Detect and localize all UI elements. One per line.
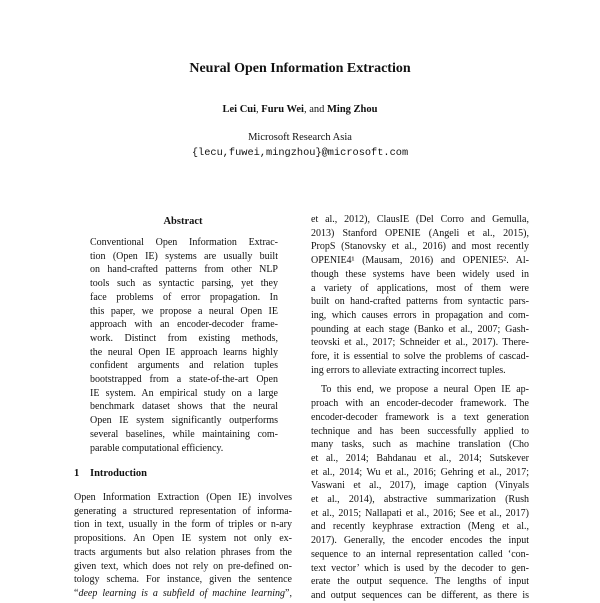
text-line: bootstrapped from a state-of-the-art Open <box>90 374 278 386</box>
text-line: pounding at each stage (Banko et al., 2007; Gash- <box>311 323 529 335</box>
text-line: confident arguments and relation tuples <box>90 360 278 372</box>
text-line: Open IE system significantly outperforms <box>90 415 278 427</box>
text-line: et al., 2012), ClausIE (Del Corro and Gemulla, <box>311 214 529 225</box>
text-line: technique and has been successfully applied to <box>311 425 529 437</box>
text-line: and recently keyphrase extraction (Meng et al., <box>311 521 529 533</box>
text-line: parable computational efficiency. <box>90 442 224 454</box>
abstract-heading: Abstract <box>163 216 203 227</box>
text-line: sequence to an internal representation called ‘con- <box>311 548 529 560</box>
abstract-body <box>90 236 278 455</box>
text-line: encoder-decoder framework is a text generation <box>311 411 529 423</box>
text-line: Conventional Open Information Extrac- <box>90 237 278 248</box>
text-line: fore, it is essential to solve the problems of cascad- <box>311 351 529 363</box>
text-line: PropS (Stanovsky et al., 2016) and most recently <box>311 241 529 253</box>
text-line: generating a structured representation of informa- <box>74 505 292 517</box>
text-line: 2013) Stanford OPENIE (Angeli et al., 2015), <box>311 227 529 239</box>
text-line: this paper, we propose a neural Open IE <box>90 305 278 317</box>
author-separator: , and <box>303 104 328 115</box>
text-line: et al., 2015; Nallapati et al., 2016; See et al., 2017) <box>311 507 529 519</box>
text-line: built on hand-crafted patterns from syntactic pars- <box>311 296 529 308</box>
text-line: benchmark dataset shows that the neural <box>90 401 278 413</box>
text-line: Open Information Extraction (Open IE) involves <box>74 492 292 503</box>
text-line: work. Distinct from existing methods, <box>90 332 278 344</box>
text-line: proach with an encoder-decoder framework. The <box>311 398 529 410</box>
section-title: Introduction <box>90 468 147 479</box>
text-line: “deep learning is a subfield of machine learning”, <box>74 587 292 599</box>
text-line: a variety of applications, most of them were <box>311 282 529 294</box>
author-name: Lei Cui <box>222 104 257 115</box>
text-line: tools such as syntactic parsing, yet they <box>90 278 278 290</box>
text-line: 2017). Generally, the encoder encodes the input <box>311 535 529 547</box>
text-line: OPENIE4¹ (Mausam, 2016) and OPENIE5². Al- <box>311 255 529 267</box>
section-number: 1 <box>74 468 80 479</box>
author-name: Ming Zhou <box>327 104 378 115</box>
text-line: ing, which causes errors in propagation and com- <box>311 309 529 321</box>
text-line: the neural Open IE approach learns highly <box>90 346 278 358</box>
text-line: teovski et al., 2017; Schneider et al., 2017). There- <box>311 337 529 349</box>
text-line: et al., 2014; Bahdanau et al., 2014; Sutskever <box>311 452 529 464</box>
author-emails: {lecu,fuwei,mingzhou}@microsoft.com <box>191 147 409 159</box>
text-line: ing errors to alleviate extracting incorrect tuples. <box>311 364 506 376</box>
paper-title: Neural Open Information Extraction <box>189 61 411 76</box>
text-line: approach with an encoder-decoder frame- <box>90 319 278 331</box>
text-line: tology schema. For instance, given the sentence <box>74 574 292 586</box>
author-list <box>0 103 600 117</box>
introduction-body <box>74 491 292 601</box>
author-separator: , <box>256 104 262 115</box>
affiliation: Microsoft Research Asia <box>248 132 352 143</box>
text-line: text vector’ which is used by the decoder to gen- <box>311 562 529 574</box>
text-line: propositions. An Open IE system not only ex- <box>74 533 292 545</box>
text-line: though these systems have been widely used in <box>311 268 529 280</box>
section-heading-introduction <box>74 467 292 481</box>
text-line: many tasks, such as machine translation (Cho <box>311 439 529 451</box>
text-line: on hand-crafted patterns from other NLP <box>90 264 278 276</box>
text-line: Vaswani et al., 2017), image caption (Vinyals <box>311 480 529 492</box>
author-name: Furu Wei <box>261 104 304 115</box>
text-line: several baselines, while maintaining com- <box>90 428 278 440</box>
text-line: IE system. An empirical study on a large <box>90 387 278 399</box>
text-line: erate the output sequence. The lengths of input <box>311 576 529 588</box>
text-line: tion (Open IE) systems are usually built <box>90 250 278 262</box>
text-line: To this end, we propose a neural Open IE ap- <box>321 384 529 396</box>
text-line: and output sequences can be different, as there is <box>311 589 529 601</box>
text-line: face problems of error propagation. In <box>90 291 278 303</box>
text-line: given text, which does not rely on pre-defined on- <box>74 560 292 572</box>
text-line: et al., 2014; Wu et al., 2016; Gehring et al., 2017; <box>311 466 529 478</box>
text-line: tracts arguments but also relation phrases from the <box>74 546 292 558</box>
text-line: et al., 2014), abstractive summarization (Rush <box>311 494 529 506</box>
text-line: tion in text, usually in the form of triples or n-ary <box>74 519 292 531</box>
right-column-text <box>311 213 529 603</box>
